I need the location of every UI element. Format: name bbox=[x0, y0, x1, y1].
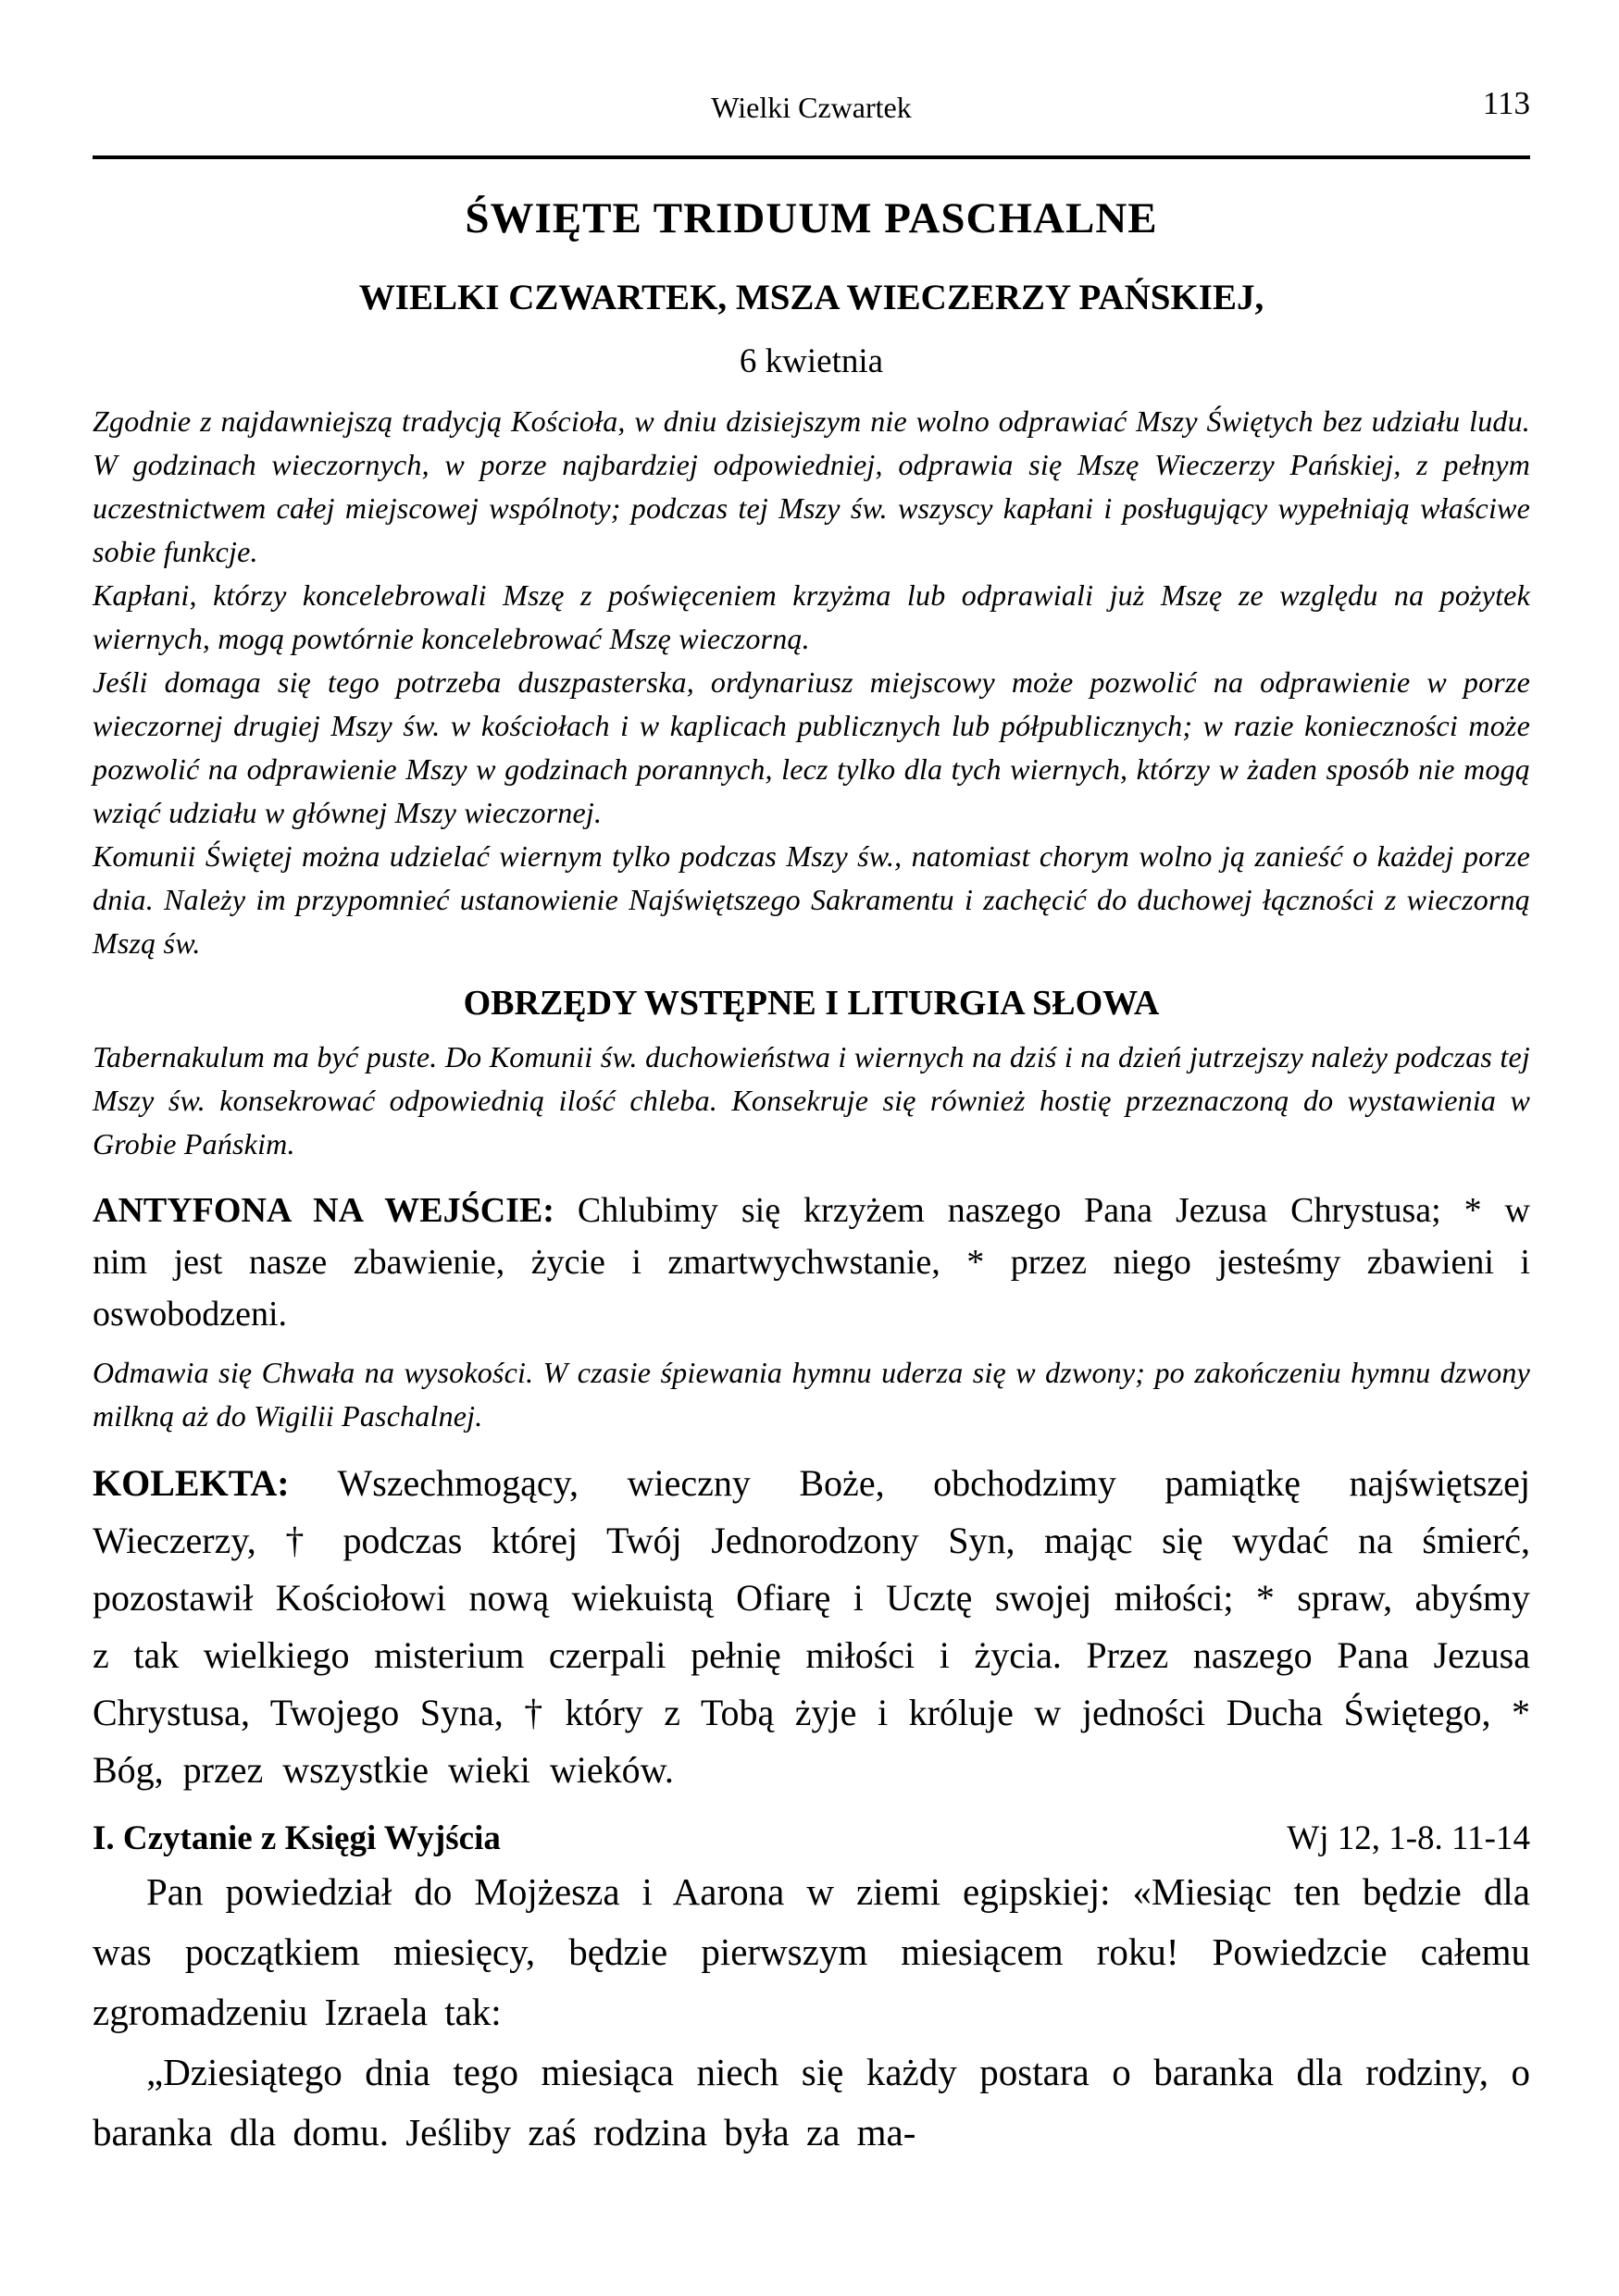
gloria-rubric: Odmawia się Chwała na wysokości. W czasie śpiewania hymnu uderza się w dzwony; po zakończeniu hymnu dzwony milkną aż do Wigilii Paschalnej. bbox=[93, 1356, 1530, 1433]
header-rule bbox=[93, 155, 1530, 159]
collect-text: Wszechmogący, wieczny Boże, obchodzimy pamiątkę najświętszej Wieczerzy, † podczas której Twój Jednorodzony Syn, mając się wydać na śmierć, pozostawił Kościołowi nową wiekuistą Ofiarę i Ucztę swojej miłości; * spraw, abyśmy z tak wielkiego misterium czerpali pełnię miłości i życia. Przez naszego Pana Jezusa Chrystusa, Twojego Syna, † który z Tobą żyje i króluje w jedności Ducha Świętego, * Bóg, przez wszystkie wieki wieków. bbox=[93, 1462, 1530, 1791]
collect-label: KOLEKTA: bbox=[93, 1462, 290, 1504]
reading-body bbox=[93, 1862, 1530, 2163]
entrance-antiphon bbox=[93, 1185, 1530, 1340]
intro-rubric-paragraph: Kapłani, którzy koncelebrowali Mszę z poświęceniem krzyżma lub odprawiali już Mszę ze względu na pożytek wiernych, mogą powtórnie koncelebrować Mszę wieczorną. bbox=[93, 578, 1530, 655]
antiphon-label: ANTYFONA NA WEJŚCIE: bbox=[93, 1191, 554, 1230]
page-number: 113 bbox=[1482, 85, 1530, 121]
intro-rubrics bbox=[93, 400, 1530, 965]
reading-heading bbox=[93, 1816, 1530, 1862]
reading-title: I. Czytanie z Księgi Wyjścia bbox=[93, 1819, 501, 1857]
section-heading: OBRZĘDY WSTĘPNE I LITURGIA SŁOWA bbox=[463, 984, 1160, 1023]
antiphon-text: Chlubimy się krzyżem naszego Pana Jezusa Chrystusa; * w nim jest nasze zbawienie, życie i zmartwychwstanie, * przez niego jesteśmy zbawieni i oswobodzeni. bbox=[93, 1191, 1530, 1334]
intro-rubric-paragraph: Komunii Świętej można udzielać wiernym tylko podczas Mszy św., natomiast chorym wolno ją zanieść o każdej porze dnia. Należy im przypomnieć ustanowienie Najświętszego Sakramentu i zachęcić do duchowej łączności z wieczorną Mszą św. bbox=[93, 839, 1530, 960]
main-title: ŚWIĘTE TRIDUUM PASCHALNE bbox=[465, 194, 1158, 242]
running-title: Wielki Czwartek bbox=[711, 91, 912, 124]
intro-rubric-paragraph: Jeśli domaga się tego potrzeba duszpasterska, ordynariusz miejscowy może pozwolić na odprawienie w porze wieczornej drugiej Mszy św. w kościołach i w kaplicach publicznych lub półpublicznych; w razie konieczności może pozwolić na odprawienie Mszy w godzinach porannych, lecz tylko dla tych wiernych, którzy w żaden sposób nie mogą wziąć udziału w głównej Mszy wieczornej. bbox=[93, 665, 1530, 829]
page-header bbox=[93, 85, 1530, 130]
reading-paragraph: „Dziesiątego dnia tego miesiąca niech się każdy postara o baranka dla rodziny, o baranka dla domu. Jeśliby zaś rodzina była za ma- bbox=[93, 2051, 1530, 2153]
section-rubric: Tabernakulum ma być puste. Do Komunii św. duchowieństwa i wiernych na dziś i na dzień jutrzejszy należy podczas tej Mszy św. konsekrować odpowiednią ilość chleba. Konsekruje się również hostię przeznaczoną do wystawienia w Grobie Pańskim. bbox=[93, 1040, 1530, 1160]
intro-rubric-paragraph: Zgodnie z najdawniejszą tradycją Kościoła, w dniu dzisiejszym nie wolno odprawiać Mszy Świętych bez udziału ludu. W godzinach wieczornych, w porze najbardziej odpowiedniej, odprawia się Mszę Wieczerzy Pańskiej, z pełnym uczestnictwem całej miejscowej wspólnoty; podczas tej Mszy św. wszyscy kapłani i posługujący wypełniają właściwe sobie funkcje. bbox=[93, 404, 1530, 568]
collect bbox=[93, 1455, 1530, 1799]
subtitle: WIELKI CZWARTEK, MSZA WIECZERZY PAŃSKIEJ, bbox=[358, 278, 1264, 317]
reading-reference: Wj 12, 1-8. 11-14 bbox=[1287, 1819, 1530, 1857]
date-line: 6 kwietnia bbox=[739, 342, 884, 380]
reading-paragraph: Pan powiedział do Mojżesza i Aarona w ziemi egipskiej: «Miesiąc ten będzie dla was początkiem miesięcy, będzie pierwszym miesiącem roku! Powiedzcie całemu zgromadzeniu Izraela tak: bbox=[93, 1870, 1530, 2033]
